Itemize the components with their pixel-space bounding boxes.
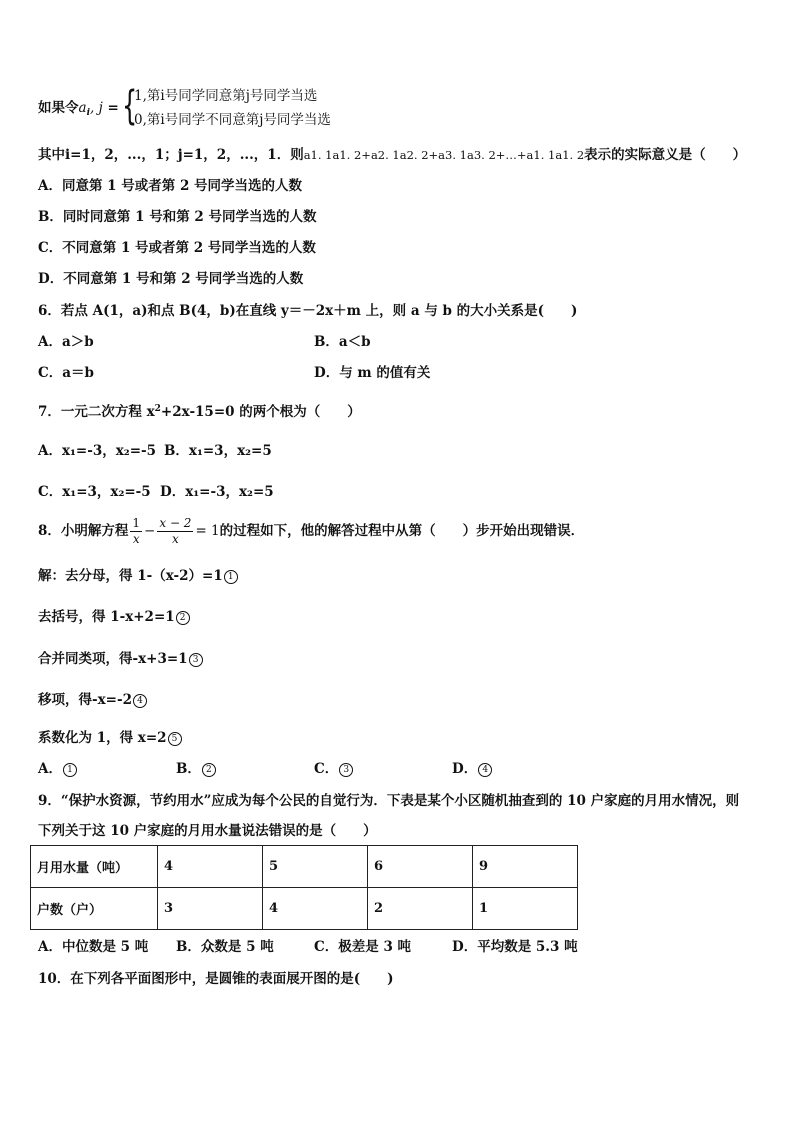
q6-option-c: C．a＝b xyxy=(38,365,94,381)
q5-expression: a1. 1a1. 2+a2. 1a2. 2+a3. 1a3. 2+…+a1. 1a1. 2 xyxy=(303,148,585,162)
q9-option-c: C．极差是 3 吨 xyxy=(314,939,412,955)
q6-option-a: A．a＞b xyxy=(38,334,94,350)
q8-step-5: 系数化为 1，得 x=2 5 xyxy=(38,729,182,747)
piecewise-lead: 如果令$a_i$, j = xyxy=(38,100,119,118)
table-cell: 2 xyxy=(368,888,473,930)
table-cell: 3 xyxy=(158,888,263,930)
q5-option-a: A．同意第 1 号或者第 2 号同学当选的人数 xyxy=(38,178,303,194)
q5-option-c: C．不同意第 1 号或者第 2 号同学当选的人数 xyxy=(38,240,316,256)
q9-stem-line-2: 下列关于这 10 户家庭的月用水量说法错误的是（ ） xyxy=(38,823,377,839)
q7-option-a: A．x₁=-3，x₂=-5 xyxy=(38,443,157,459)
circled-number: 2 xyxy=(202,763,216,777)
table-row xyxy=(31,846,578,888)
q8-option-a: A． 1 xyxy=(38,760,77,778)
q9-option-b: B．众数是 5 吨 xyxy=(176,939,274,955)
q8-option-b: B． 2 xyxy=(176,760,216,778)
circled-number: 1 xyxy=(63,763,77,777)
q8-option-d: D． 4 xyxy=(452,760,492,778)
q7-option-c: C．x₁=3，x₂=-5 xyxy=(38,484,151,500)
q8-step-4: 移项，得-x=-2 4 xyxy=(38,691,147,709)
table-cell: 1 xyxy=(473,888,578,930)
circled-number: 4 xyxy=(478,763,492,777)
circled-number: 5 xyxy=(168,732,182,746)
q6-stem: 6．若点 A(1，a)和点 B(4，b)在直线 y＝－2x＋m 上，则 a 与 b 的大小关系是( ) xyxy=(38,303,578,319)
case-disagree: 0,第i号同学不同意第j号同学当选 xyxy=(134,112,331,128)
q5-option-d: D．不同意第 1 号和第 2 号同学当选的人数 xyxy=(38,271,304,287)
table-cell: 6 xyxy=(368,846,473,888)
table-cell: 4 xyxy=(158,846,263,888)
q8-step-1: 解：去分母，得 1-（x-2）=1 1 xyxy=(38,567,238,585)
table-cell: 9 xyxy=(473,846,578,888)
circled-number: 4 xyxy=(133,694,147,708)
circled-number: 2 xyxy=(176,611,190,625)
table-cell: 月用水量（吨） xyxy=(31,846,158,888)
brace-symbol: { xyxy=(122,83,138,129)
circled-number: 1 xyxy=(224,570,238,584)
q5-option-b: B．同时同意第 1 号和第 2 号同学当选的人数 xyxy=(38,209,317,225)
q8-stem: 8．小明解方程 $\frac{1}{x}$ − $\frac{x - 2}{x}$ = 1的过程如下，他的解答过程中从第（ ）步开始出现错误． xyxy=(38,516,585,546)
circled-number: 3 xyxy=(339,763,353,777)
table-cell: 4 xyxy=(263,888,368,930)
q7-stem: 7．一元二次方程 $x^2+2x-15=0$ 的两个根为（ ） xyxy=(38,404,361,420)
q8-step-3: 合并同类项，得-x+3=1 3 xyxy=(38,650,203,668)
fraction-1-over-x: $\frac{1}{x}$ xyxy=(132,516,141,546)
table-cell: 5 xyxy=(263,846,368,888)
q7-option-b: B．x₁=3，x₂=5 xyxy=(164,443,272,459)
case-agree: 1,第i号同学同意第j号同学当选 xyxy=(134,88,318,104)
q9-stem-line-1: 9．“保护水资源，节约用水”应成为每个公民的自觉行为．下表是某个小区随机抽查到的 10 户家庭的月用水情况，则 xyxy=(38,793,740,809)
q5-stem: 其中i=1，2，...，1；j=1，2，...，1．则a1. 1a1. 2+a2. 1a2. 2+a3. 1a3. 2+…+a1. 1a1. 2表示的实际意义是（ ） xyxy=(38,147,747,163)
table-row xyxy=(31,888,578,930)
water-usage-table xyxy=(30,845,578,930)
q9-option-a: A．中位数是 5 吨 xyxy=(38,939,149,955)
fraction-x-minus-2-over-x: $\frac{x - 2}{x}$ xyxy=(159,516,192,546)
table-cell: 户数（户） xyxy=(31,888,158,930)
q7-option-d: D．x₁=-3，x₂=5 xyxy=(160,484,274,500)
q8-option-c: C． 3 xyxy=(314,760,353,778)
q6-option-d: D．与 m 的值有关 xyxy=(314,365,431,381)
q6-option-b: B．a＜b xyxy=(314,334,371,350)
q10-stem: 10．在下列各平面图形中，是圆锥的表面展开图的是( ) xyxy=(38,971,394,987)
q9-option-d: D．平均数是 5.3 吨 xyxy=(452,939,578,955)
circled-number: 3 xyxy=(189,653,203,667)
q8-step-2: 去括号，得 1-x+2=1 2 xyxy=(38,608,190,626)
